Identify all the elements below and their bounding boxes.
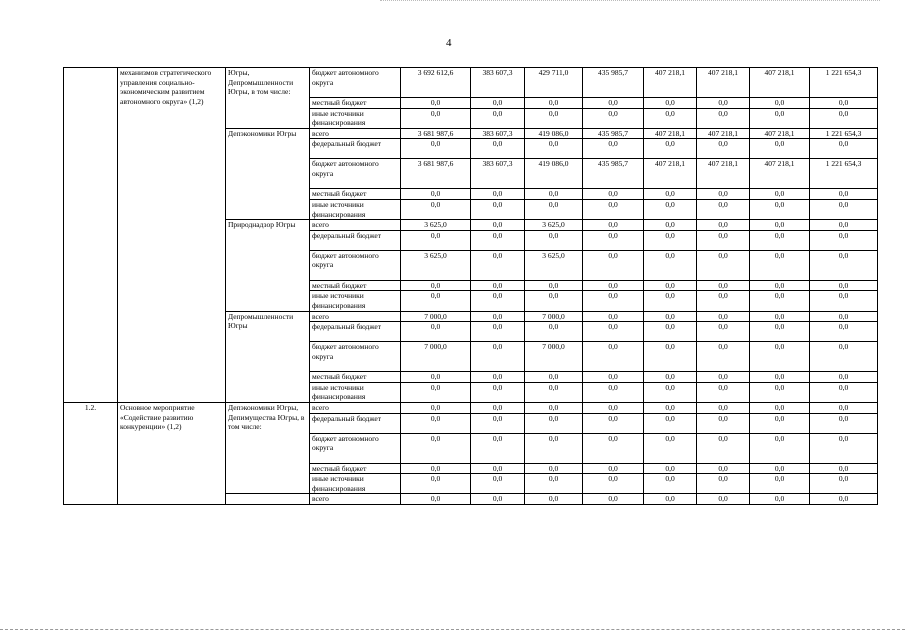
funding-source-cell: бюджет автономного округа — [310, 159, 401, 189]
amount-cell: 0,0 — [525, 402, 583, 413]
amount-cell: 0,0 — [697, 199, 750, 219]
amount-cell: 0,0 — [583, 220, 644, 231]
amount-cell: 0,0 — [750, 280, 810, 291]
amount-cell: 0,0 — [644, 402, 697, 413]
bottom-edge-line — [0, 629, 905, 630]
amount-cell: 0,0 — [750, 250, 810, 280]
amount-cell: 0,0 — [697, 189, 750, 200]
amount-cell: 0,0 — [471, 463, 525, 474]
amount-cell: 3 625,0 — [401, 250, 471, 280]
amount-cell: 0,0 — [810, 291, 878, 311]
amount-cell: 0,0 — [583, 98, 644, 109]
amount-cell: 0,0 — [471, 250, 525, 280]
amount-cell: 0,0 — [525, 372, 583, 383]
amount-cell: 0,0 — [644, 220, 697, 231]
amount-cell: 407 218,1 — [697, 159, 750, 189]
amount-cell: 0,0 — [583, 463, 644, 474]
amount-cell: 0,0 — [697, 433, 750, 463]
amount-cell: 0,0 — [750, 139, 810, 159]
amount-cell: 0,0 — [471, 474, 525, 494]
amount-cell: 0,0 — [810, 474, 878, 494]
executor-cell — [226, 494, 310, 505]
amount-cell: 0,0 — [697, 474, 750, 494]
amount-cell: 419 086,0 — [525, 128, 583, 139]
amount-cell: 0,0 — [401, 199, 471, 219]
amount-cell: 0,0 — [810, 372, 878, 383]
amount-cell: 0,0 — [644, 291, 697, 311]
amount-cell: 0,0 — [750, 433, 810, 463]
amount-cell: 0,0 — [471, 98, 525, 109]
table-row — [64, 68, 878, 98]
amount-cell: 0,0 — [401, 230, 471, 250]
amount-cell: 407 218,1 — [750, 128, 810, 139]
funding-source-cell: местный бюджет — [310, 280, 401, 291]
funding-source-cell: федеральный бюджет — [310, 230, 401, 250]
section-number-cell — [64, 68, 118, 403]
amount-cell: 0,0 — [697, 139, 750, 159]
amount-cell: 0,0 — [750, 372, 810, 383]
amount-cell: 0,0 — [525, 494, 583, 505]
funding-source-cell: иные источники финансирования — [310, 291, 401, 311]
amount-cell: 419 086,0 — [525, 159, 583, 189]
amount-cell: 0,0 — [525, 280, 583, 291]
amount-cell: 0,0 — [471, 433, 525, 463]
amount-cell: 0,0 — [401, 280, 471, 291]
amount-cell: 0,0 — [810, 280, 878, 291]
amount-cell: 0,0 — [810, 342, 878, 372]
amount-cell: 0,0 — [697, 280, 750, 291]
amount-cell: 0,0 — [750, 463, 810, 474]
funding-source-cell: бюджет автономного округа — [310, 250, 401, 280]
amount-cell: 0,0 — [644, 433, 697, 463]
amount-cell: 0,0 — [583, 433, 644, 463]
amount-cell: 0,0 — [644, 280, 697, 291]
amount-cell: 0,0 — [583, 413, 644, 433]
amount-cell: 435 985,7 — [583, 68, 644, 98]
amount-cell: 0,0 — [750, 199, 810, 219]
amount-cell: 0,0 — [401, 413, 471, 433]
amount-cell: 0,0 — [401, 108, 471, 128]
amount-cell: 0,0 — [471, 372, 525, 383]
amount-cell: 3 681 987,6 — [401, 128, 471, 139]
amount-cell: 0,0 — [750, 189, 810, 200]
amount-cell: 0,0 — [525, 433, 583, 463]
amount-cell: 407 218,1 — [750, 159, 810, 189]
amount-cell: 0,0 — [401, 98, 471, 109]
funding-source-cell: всего — [310, 220, 401, 231]
amount-cell: 0,0 — [471, 220, 525, 231]
amount-cell: 0,0 — [583, 108, 644, 128]
funding-source-cell: иные источники финансирования — [310, 382, 401, 402]
amount-cell: 0,0 — [401, 402, 471, 413]
amount-cell: 0,0 — [525, 322, 583, 342]
amount-cell: 7 000,0 — [525, 311, 583, 322]
amount-cell: 0,0 — [525, 291, 583, 311]
amount-cell: 0,0 — [583, 311, 644, 322]
amount-cell: 0,0 — [583, 139, 644, 159]
amount-cell: 0,0 — [525, 382, 583, 402]
amount-cell: 0,0 — [525, 463, 583, 474]
amount-cell: 0,0 — [471, 189, 525, 200]
amount-cell: 435 985,7 — [583, 128, 644, 139]
section-number-cell: 1.2. — [64, 402, 118, 504]
top-edge-line — [380, 0, 880, 2]
amount-cell: 0,0 — [697, 463, 750, 474]
amount-cell: 383 607,3 — [471, 68, 525, 98]
amount-cell: 3 625,0 — [525, 250, 583, 280]
funding-source-cell: федеральный бюджет — [310, 413, 401, 433]
amount-cell: 0,0 — [471, 402, 525, 413]
amount-cell: 0,0 — [810, 98, 878, 109]
funding-source-cell: местный бюджет — [310, 189, 401, 200]
amount-cell: 0,0 — [471, 382, 525, 402]
amount-cell: 1 221 654,3 — [810, 68, 878, 98]
amount-cell: 0,0 — [697, 250, 750, 280]
amount-cell: 0,0 — [810, 494, 878, 505]
amount-cell: 0,0 — [750, 291, 810, 311]
amount-cell: 0,0 — [644, 413, 697, 433]
amount-cell: 0,0 — [644, 463, 697, 474]
amount-cell: 407 218,1 — [697, 68, 750, 98]
amount-cell: 0,0 — [471, 311, 525, 322]
amount-cell: 3 625,0 — [401, 220, 471, 231]
executor-cell: Югры, Депромышленности Югры, в том числе: — [226, 68, 310, 129]
funding-source-cell: местный бюджет — [310, 98, 401, 109]
amount-cell: 0,0 — [471, 322, 525, 342]
amount-cell: 0,0 — [583, 372, 644, 383]
amount-cell: 0,0 — [810, 189, 878, 200]
amount-cell: 0,0 — [810, 230, 878, 250]
funding-source-cell: федеральный бюджет — [310, 322, 401, 342]
amount-cell: 0,0 — [644, 108, 697, 128]
amount-cell: 0,0 — [810, 199, 878, 219]
funding-source-cell: всего — [310, 128, 401, 139]
amount-cell: 0,0 — [810, 402, 878, 413]
amount-cell: 0,0 — [644, 250, 697, 280]
amount-cell: 0,0 — [810, 108, 878, 128]
amount-cell: 0,0 — [644, 98, 697, 109]
amount-cell: 0,0 — [525, 199, 583, 219]
amount-cell: 0,0 — [583, 474, 644, 494]
amount-cell: 0,0 — [810, 220, 878, 231]
amount-cell: 0,0 — [750, 342, 810, 372]
amount-cell: 0,0 — [583, 199, 644, 219]
amount-cell: 0,0 — [401, 291, 471, 311]
measure-name-cell: Основное мероприятие «Содействие развитию конкуренции» (1,2) — [118, 402, 226, 504]
funding-source-cell: бюджет автономного округа — [310, 342, 401, 372]
amount-cell: 0,0 — [750, 108, 810, 128]
table-row — [64, 402, 878, 413]
amount-cell: 3 692 612,6 — [401, 68, 471, 98]
measure-name-cell: механизмов стратегического управления социально-экономическим развитием автономного округа» (1,2) — [118, 68, 226, 403]
amount-cell: 0,0 — [401, 433, 471, 463]
amount-cell: 0,0 — [750, 474, 810, 494]
amount-cell: 0,0 — [471, 139, 525, 159]
amount-cell: 0,0 — [644, 230, 697, 250]
amount-cell: 0,0 — [750, 382, 810, 402]
amount-cell: 0,0 — [525, 189, 583, 200]
amount-cell: 0,0 — [697, 372, 750, 383]
amount-cell: 0,0 — [583, 382, 644, 402]
amount-cell: 0,0 — [750, 402, 810, 413]
amount-cell: 7 000,0 — [401, 342, 471, 372]
amount-cell: 0,0 — [471, 108, 525, 128]
amount-cell: 0,0 — [401, 463, 471, 474]
amount-cell: 0,0 — [401, 322, 471, 342]
amount-cell: 0,0 — [471, 342, 525, 372]
amount-cell: 0,0 — [583, 494, 644, 505]
amount-cell: 0,0 — [697, 382, 750, 402]
amount-cell: 0,0 — [525, 230, 583, 250]
amount-cell: 0,0 — [401, 189, 471, 200]
amount-cell: 0,0 — [750, 98, 810, 109]
funding-source-cell: местный бюджет — [310, 463, 401, 474]
amount-cell: 0,0 — [644, 199, 697, 219]
amount-cell: 0,0 — [525, 474, 583, 494]
amount-cell: 407 218,1 — [750, 68, 810, 98]
funding-source-cell: всего — [310, 311, 401, 322]
amount-cell: 0,0 — [471, 280, 525, 291]
amount-cell: 0,0 — [401, 372, 471, 383]
funding-source-cell: всего — [310, 494, 401, 505]
amount-cell: 0,0 — [401, 494, 471, 505]
amount-cell: 3 681 987,6 — [401, 159, 471, 189]
amount-cell: 0,0 — [697, 311, 750, 322]
amount-cell: 0,0 — [697, 342, 750, 372]
amount-cell: 0,0 — [401, 139, 471, 159]
funding-source-cell: федеральный бюджет — [310, 139, 401, 159]
amount-cell: 0,0 — [810, 433, 878, 463]
amount-cell: 0,0 — [697, 98, 750, 109]
amount-cell: 0,0 — [697, 494, 750, 505]
budget-table — [63, 67, 878, 505]
executor-cell: Депэкономики Югры, Депимущества Югры, в том числе: — [226, 402, 310, 493]
amount-cell: 0,0 — [525, 98, 583, 109]
amount-cell: 0,0 — [697, 108, 750, 128]
amount-cell: 0,0 — [471, 291, 525, 311]
amount-cell: 0,0 — [810, 413, 878, 433]
amount-cell: 1 221 654,3 — [810, 128, 878, 139]
amount-cell: 383 607,3 — [471, 128, 525, 139]
amount-cell: 429 711,0 — [525, 68, 583, 98]
amount-cell: 0,0 — [471, 230, 525, 250]
amount-cell: 0,0 — [750, 230, 810, 250]
amount-cell: 0,0 — [644, 372, 697, 383]
amount-cell: 0,0 — [644, 139, 697, 159]
amount-cell: 0,0 — [697, 220, 750, 231]
amount-cell: 0,0 — [810, 250, 878, 280]
amount-cell: 0,0 — [583, 250, 644, 280]
amount-cell: 0,0 — [525, 108, 583, 128]
funding-source-cell: бюджет автономного округа — [310, 68, 401, 98]
executor-cell: Депромышленности Югры — [226, 311, 310, 402]
amount-cell: 0,0 — [583, 291, 644, 311]
amount-cell: 0,0 — [471, 494, 525, 505]
amount-cell: 0,0 — [583, 230, 644, 250]
funding-source-cell: иные источники финансирования — [310, 108, 401, 128]
amount-cell: 0,0 — [750, 413, 810, 433]
amount-cell: 407 218,1 — [697, 128, 750, 139]
amount-cell: 0,0 — [644, 311, 697, 322]
amount-cell: 407 218,1 — [644, 128, 697, 139]
amount-cell: 0,0 — [583, 322, 644, 342]
amount-cell: 0,0 — [697, 230, 750, 250]
amount-cell: 0,0 — [810, 463, 878, 474]
amount-cell: 0,0 — [810, 311, 878, 322]
amount-cell: 0,0 — [750, 220, 810, 231]
amount-cell: 407 218,1 — [644, 159, 697, 189]
amount-cell: 383 607,3 — [471, 159, 525, 189]
funding-source-cell: местный бюджет — [310, 372, 401, 383]
amount-cell: 0,0 — [810, 139, 878, 159]
page-number: 4 — [446, 37, 452, 49]
amount-cell: 0,0 — [525, 139, 583, 159]
funding-source-cell: иные источники финансирования — [310, 199, 401, 219]
funding-source-cell: бюджет автономного округа — [310, 433, 401, 463]
amount-cell: 0,0 — [644, 494, 697, 505]
amount-cell: 0,0 — [525, 413, 583, 433]
amount-cell: 0,0 — [750, 311, 810, 322]
amount-cell: 0,0 — [644, 474, 697, 494]
amount-cell: 3 625,0 — [525, 220, 583, 231]
amount-cell: 0,0 — [401, 474, 471, 494]
amount-cell: 0,0 — [583, 342, 644, 372]
amount-cell: 0,0 — [810, 382, 878, 402]
amount-cell: 0,0 — [583, 280, 644, 291]
amount-cell: 0,0 — [750, 322, 810, 342]
amount-cell: 7 000,0 — [525, 342, 583, 372]
amount-cell: 407 218,1 — [644, 68, 697, 98]
amount-cell: 0,0 — [471, 199, 525, 219]
amount-cell: 0,0 — [401, 382, 471, 402]
amount-cell: 0,0 — [644, 189, 697, 200]
amount-cell: 0,0 — [810, 322, 878, 342]
amount-cell: 0,0 — [644, 322, 697, 342]
amount-cell: 0,0 — [697, 291, 750, 311]
amount-cell: 435 985,7 — [583, 159, 644, 189]
amount-cell: 0,0 — [583, 189, 644, 200]
amount-cell: 1 221 654,3 — [810, 159, 878, 189]
amount-cell: 0,0 — [471, 413, 525, 433]
amount-cell: 0,0 — [697, 402, 750, 413]
executor-cell: Депэкономики Югры — [226, 128, 310, 219]
funding-source-cell: всего — [310, 402, 401, 413]
amount-cell: 0,0 — [697, 413, 750, 433]
amount-cell: 0,0 — [644, 342, 697, 372]
amount-cell: 0,0 — [644, 382, 697, 402]
amount-cell: 0,0 — [697, 322, 750, 342]
executor-cell: Природнадзор Югры — [226, 220, 310, 311]
amount-cell: 7 000,0 — [401, 311, 471, 322]
amount-cell: 0,0 — [750, 494, 810, 505]
amount-cell: 0,0 — [583, 402, 644, 413]
funding-source-cell: иные источники финансирования — [310, 474, 401, 494]
